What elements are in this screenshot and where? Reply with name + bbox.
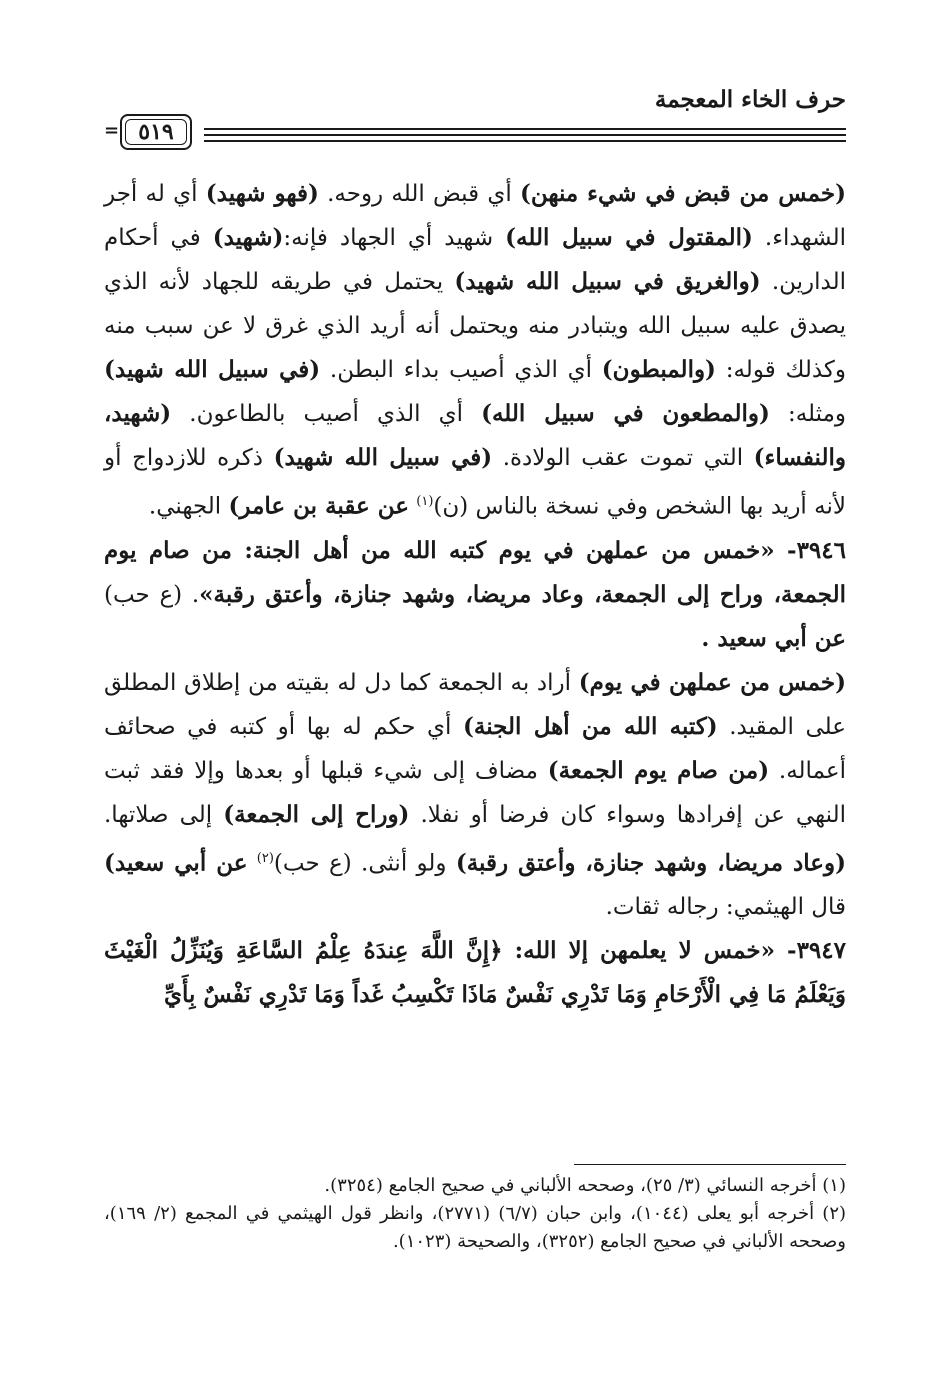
- text-run: . (ع حب): [104, 581, 200, 608]
- bold-phrase: (خمس من قبض في شيء منهن): [519, 180, 847, 207]
- footnotes: [104, 1172, 846, 1256]
- footnote-ref: (١): [416, 494, 434, 509]
- text-run: [247, 850, 256, 876]
- commentary-paragraph: [104, 172, 846, 529]
- header-rule: [204, 134, 846, 136]
- text-run: الجهني.: [148, 493, 229, 520]
- commentary-paragraph: [104, 661, 846, 930]
- hadith-entry: [104, 929, 846, 1017]
- footnote-separator: [574, 1164, 846, 1165]
- text-run: أي له أجر الشهداء.: [104, 181, 846, 251]
- footnote-2: (٢) أخرجه أبو يعلى (١٠٤٤)، وابن حبان (٦/٧) (٢٧٧١)، وانظر قول الهيثمي في المجمع (٢/ ١٦٩)، وصححه الألباني في صحيح الجامع (٣٢٥٢)، والصحيحة (١٠٢٣).: [104, 1203, 847, 1252]
- bold-phrase: (فهو شهيد): [205, 180, 319, 207]
- text-run: أي قبض الله روحه.: [318, 181, 520, 207]
- main-text: [104, 172, 846, 1017]
- text-run: ومثله:: [769, 401, 847, 427]
- bold-phrase: عن عقبة بن عامر): [228, 492, 409, 520]
- text-run: في أحكام الدارين.: [104, 225, 847, 295]
- footnote-1: (١) أخرجه النسائي (٣/ ٢٥)، وصححه الألباني في صحيح الجامع (٣٢٥٤).: [324, 1175, 846, 1196]
- bold-phrase: (خمس من عملهن في يوم): [578, 668, 846, 696]
- bold-phrase: (في سبيل الله شهيد): [104, 356, 321, 383]
- text-run: مضاف إلى شيء قبلها أو بعدها وإلا فقد ثبت النهي عن إفرادها وسواء كان فرضا أو نفلا.: [104, 757, 846, 828]
- hadith-number: ٣٩٤٦-: [787, 536, 846, 564]
- footnote-ref: (٢): [256, 850, 274, 866]
- text-run: إلى صلاتها.: [104, 801, 224, 828]
- bold-phrase: (المقتول في سبيل الله): [505, 224, 753, 251]
- bold-phrase: (في سبيل الله شهيد): [273, 444, 493, 471]
- bold-phrase: (كتبه الله من أهل الجنة): [463, 712, 718, 740]
- bold-phrase: (وعاد مريضا، وشهد جنازة، وأعتق رقبة): [455, 849, 846, 877]
- bold-phrase: (شهيد): [212, 224, 284, 251]
- hadith-number: ٣٩٤٧-: [787, 937, 846, 965]
- text-run: أي الذي أصيب بالطاعون.: [171, 401, 482, 427]
- hadith-text: «خمس من عملهن في يوم كتبه الله من أهل الجنة: من صام يوم الجمعة، وراح إلى الجمعة، وعاد مريضا، وشهد جنازة، وأعتق رقبة»: [104, 536, 846, 608]
- text-run: التي تموت عقب الولادة.: [492, 445, 754, 471]
- bold-phrase: (وراح إلى الجمعة): [223, 800, 410, 828]
- text-run: شهيد أي الجهاد فإنه:: [283, 225, 506, 251]
- text-run: أراد به الجمعة كما دل له بقيته من إطلاق المطلق على المقيد.: [104, 669, 846, 740]
- page-number-frame: [120, 114, 192, 150]
- bold-phrase: (والغريق في سبيل الله شهيد): [454, 268, 761, 295]
- text-run: أي الذي أصيب بداء البطن.: [320, 357, 602, 383]
- bold-phrase: (شهيد، والنفساء): [104, 400, 846, 471]
- narrator: عن أبي سعيد .: [701, 624, 846, 652]
- chapter-title: حرف الخاء المعجمة: [654, 86, 846, 113]
- text-run: ذكره للازدواج أو لأنه أريد بها الشخص وفي نسخة بالناس (ن): [104, 445, 846, 520]
- header-rule: [204, 140, 846, 142]
- header-rule: [204, 128, 846, 130]
- text-run: أي حكم له بها أو كتبه في صحائف أعماله.: [104, 713, 846, 784]
- bold-phrase: (والمبطون): [601, 356, 716, 383]
- hadith-text: «خمس لا يعلمهن إلا الله:: [502, 937, 788, 965]
- header-mark: =: [104, 120, 120, 141]
- text-run: ولو أنثى. (ع حب): [273, 850, 456, 877]
- page-number: ٥١٩: [138, 119, 174, 145]
- text-run: قال الهيثمي: رجاله ثقات.: [605, 894, 846, 921]
- hadith-entry: [104, 529, 846, 661]
- text-run: يحتمل في طريقه للجهاد لأنه الذي يصدق عليه سبيل الله ويتبادر منه ويحتمل أنه أريد الذي غرق لا عن سبب منه وكذلك قوله:: [104, 269, 846, 383]
- bold-phrase: (والمطعون في سبيل الله): [481, 400, 770, 427]
- bold-phrase: عن أبي سعيد): [104, 849, 248, 877]
- quran-verse: ﴿إِنَّ اللَّهَ عِندَهُ عِلْمُ السَّاعَةِ وَيُنَزِّلُ الْغَيْثَ وَيَعْلَمُ مَا فِي الْأَرْحَامِ وَمَا تَدْرِي نَفْسٌ مَاذَا تَكْسِبُ غَداً وَمَا تَدْرِي نَفْسٌ بِأَيِّ: [104, 937, 846, 1009]
- bold-phrase: (من صام يوم الجمعة): [547, 756, 770, 784]
- page-header: [104, 82, 846, 162]
